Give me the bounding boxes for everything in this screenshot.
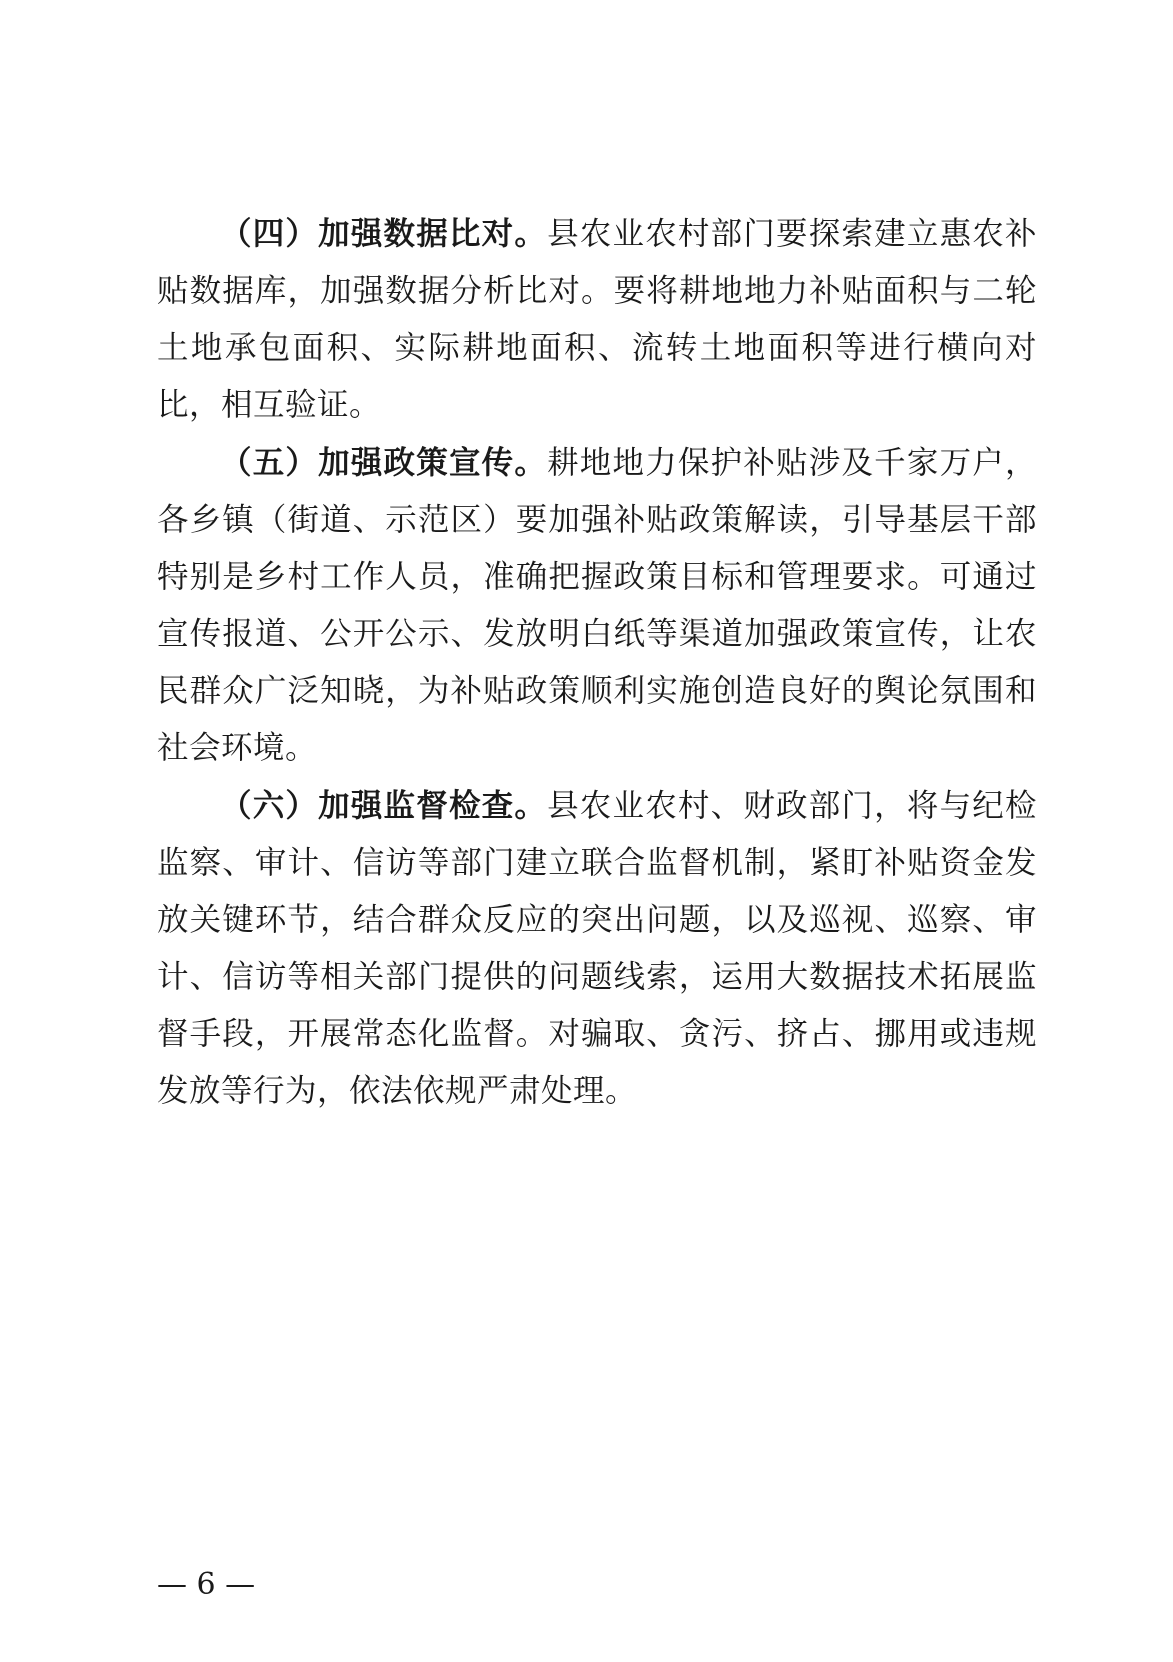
page-number: — 6 —: [157, 1567, 256, 1602]
paragraph-heading: （四）加强数据比对。: [220, 215, 548, 252]
paragraph-heading: （五）加强政策宣传。: [220, 444, 548, 481]
paragraph-text: 耕地地力保护补贴涉及千家万户，各乡镇（街道、示范区）要加强补贴政策解读，引导基层干部特别是乡村工作人员，准确把握政策目标和管理要求。可通过宣传报道、公开公示、发放明白纸等渠道加强政策宣传，让农民群众广泛知晓，为补贴政策顺利实施创造良好的舆论氛围和社会环境。: [157, 445, 1037, 766]
paragraph-data-comparison: [157, 205, 1037, 434]
paragraph-policy-publicity: [157, 434, 1037, 777]
paragraph-text: 县农业农村、财政部门，将与纪检监察、审计、信访等部门建立联合监督机制，紧盯补贴资金发放关键环节，结合群众反应的突出问题，以及巡视、巡察、审计、信访等相关部门提供的问题线索，运用大数据技术拓展监督手段，开展常态化监督。对骗取、贪污、挤占、挪用或违规发放等行为，依法依规严肃处理。: [157, 788, 1037, 1109]
paragraph-heading: （六）加强监督检查。: [220, 787, 548, 824]
paragraph-text: 县农业农村部门要探索建立惠农补贴数据库，加强数据分析比对。要将耕地地力补贴面积与二轮土地承包面积、实际耕地面积、流转土地面积等进行横向对比，相互验证。: [157, 216, 1037, 423]
paragraph-supervision-inspection: [157, 777, 1037, 1120]
body-text: [157, 205, 1037, 1120]
